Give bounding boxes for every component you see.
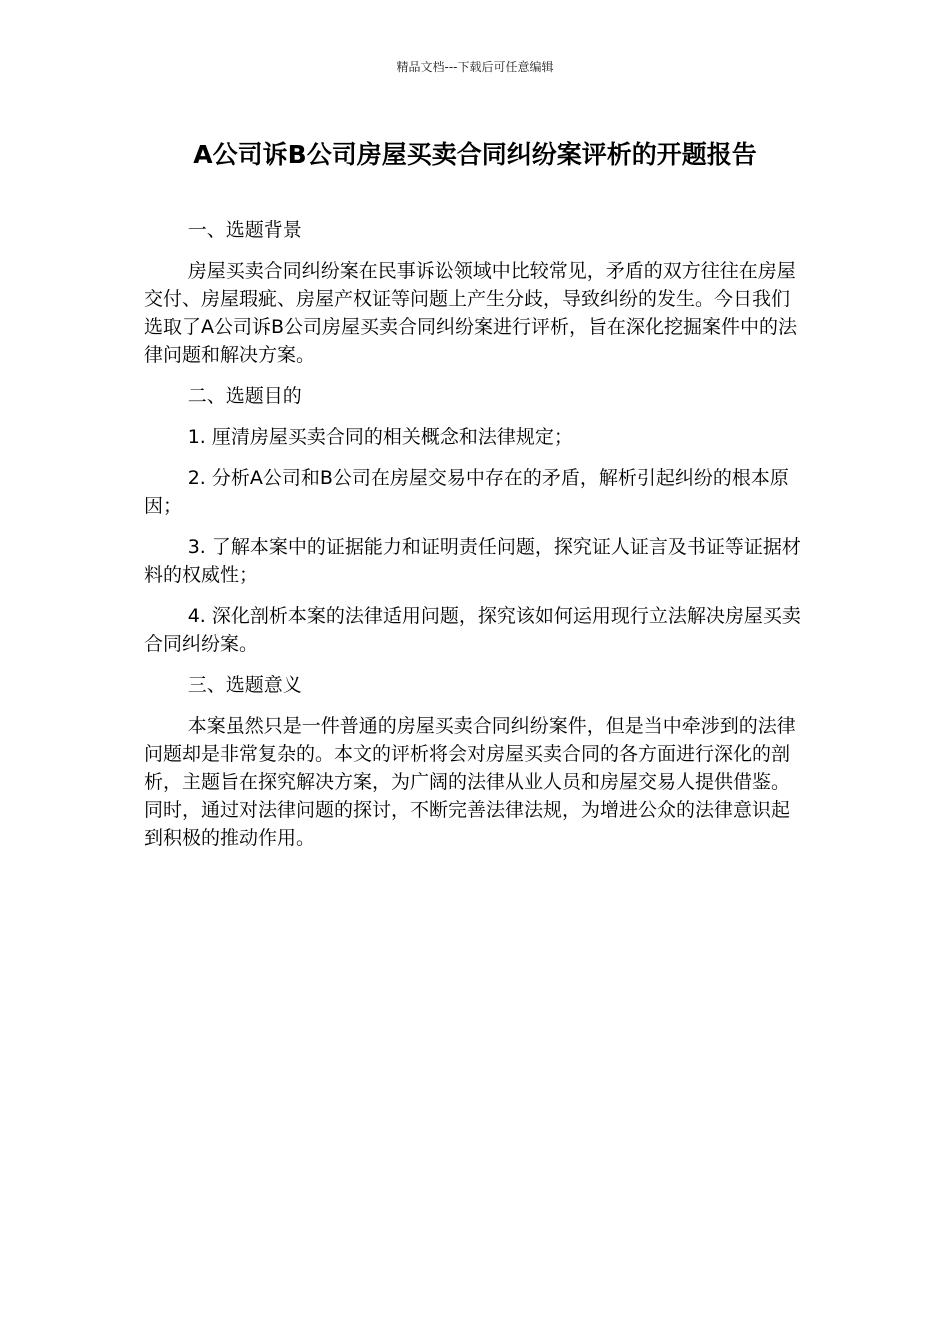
section-heading-significance: 三、选题意义 <box>187 674 302 696</box>
paragraph-significance: 本案虽然只是一件普通的房屋买卖合同纠纷案件，但是当中牵涉到的法律问题却是非常复杂的。本文的评析将会对房屋买卖合同的各方面进行深化的剖析，主题旨在探究解决方案，为广阔的法律从业人员和房屋交易人提供借鉴。同时，通过对法律问题的探讨，不断完善法律法规，为增进公众的法律意识起到积极的推动作用。 <box>144 715 796 849</box>
purpose-item-1: 1. 厘清房屋买卖合同的相关概念和法律规定； <box>187 426 573 448</box>
purpose-item-2: 2. 分析A公司和B公司在房屋交易中存在的矛盾，解析引起纠纷的根本原因； <box>144 467 789 517</box>
section-heading-purpose: 二、选题目的 <box>187 385 302 407</box>
document-title: A公司诉B公司房屋买卖合同纠纷案评析的开题报告 <box>193 140 757 169</box>
paragraph-background: 房屋买卖合同纠纷案在民事诉讼领域中比较常见，矛盾的双方往往在房屋交付、房屋瑕疵、房屋产权证等问题上产生分歧，导致纠纷的发生。今日我们选取了A公司诉B公司房屋买卖合同纠纷案进行评析，旨在深化挖掘案件中的法律问题和解决方案。 <box>144 260 798 366</box>
section-heading-background: 一、选题背景 <box>187 219 302 241</box>
header-note: 精品文档---下载后可任意编辑 <box>396 60 554 74</box>
purpose-item-3: 3. 了解本案中的证据能力和证明责任问题，探究证人证言及书证等证据材料的权威性； <box>144 536 801 586</box>
document-body <box>144 216 804 865</box>
purpose-item-4: 4. 深化剖析本案的法律适用问题，探究该如何运用现行立法解决房屋买卖合同纠纷案。 <box>144 605 801 655</box>
